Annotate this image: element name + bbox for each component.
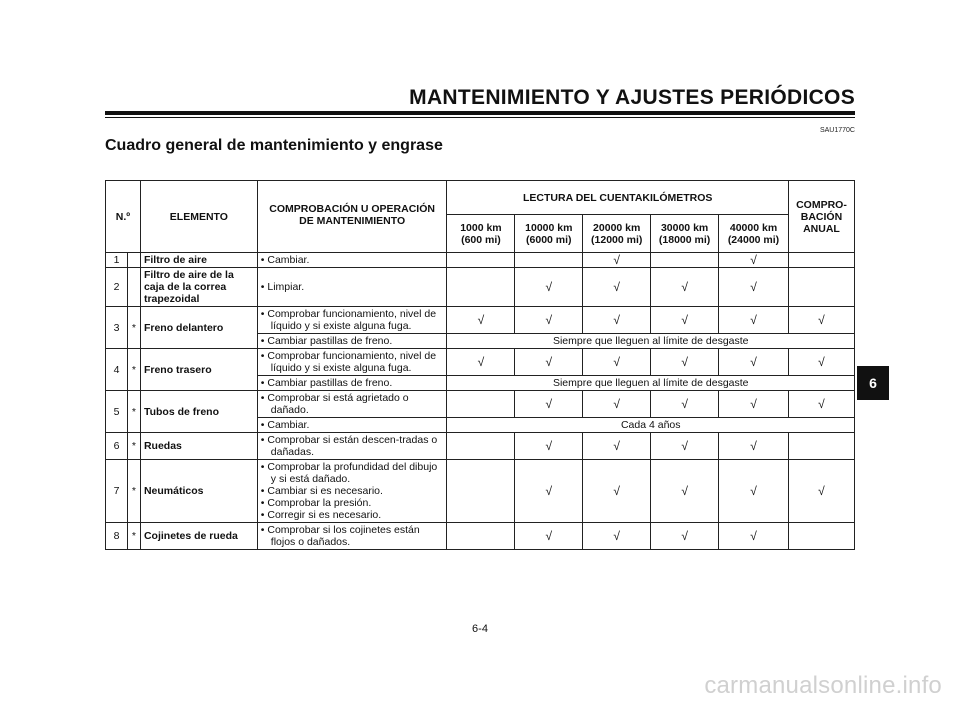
item-star: * xyxy=(127,523,140,550)
operation-line: • Comprobar si los cojinetes están flojos o dañados. xyxy=(260,524,420,548)
item-star: * xyxy=(127,391,140,433)
operation-line: • Cambiar. xyxy=(260,254,310,266)
item-operation xyxy=(257,376,447,391)
check-mark: √ xyxy=(545,397,553,411)
item-operation xyxy=(257,268,447,307)
section-code: SAU1770C xyxy=(819,127,855,134)
interval-km: 30000 km xyxy=(660,221,709,234)
interval-km: 10000 km xyxy=(525,221,573,234)
interval-km: 40000 km xyxy=(729,221,778,234)
item-element: Cojinetes de rueda xyxy=(140,523,257,550)
item-number: 4 xyxy=(106,349,128,391)
check-mark: √ xyxy=(818,313,825,327)
check-mark: √ xyxy=(613,313,620,327)
check-cell xyxy=(515,253,583,268)
item-operation xyxy=(257,523,447,550)
interval-mi: (600 mi) xyxy=(461,233,501,246)
operation-line: • Comprobar la profundidad del dibujo y si está dañado. xyxy=(260,461,438,485)
header-annual: COMPRO-BACIÓN ANUAL xyxy=(788,181,854,253)
item-operation xyxy=(257,433,447,460)
item-element: Freno trasero xyxy=(140,349,257,391)
check-cell xyxy=(515,349,583,376)
check-mark: √ xyxy=(613,439,620,453)
check-cell xyxy=(583,433,651,460)
operation-line: • Cambiar si es necesario. xyxy=(260,485,383,497)
check-mark: √ xyxy=(750,253,757,267)
watermark: carmanualsonline.info xyxy=(704,672,942,699)
check-cell xyxy=(788,349,854,376)
check-mark: √ xyxy=(750,280,757,294)
check-cell xyxy=(719,307,789,334)
check-cell xyxy=(719,253,789,268)
check-mark: √ xyxy=(750,355,757,369)
section-subtitle: Cuadro general de mantenimiento y engrase xyxy=(105,137,443,154)
operation-line: • Comprobar funcionamiento, nivel de líquido y si existe alguna fuga. xyxy=(260,308,437,332)
check-cell xyxy=(447,268,515,307)
check-mark: √ xyxy=(545,313,553,327)
check-cell xyxy=(719,391,789,418)
header-interval xyxy=(447,215,515,253)
item-star: * xyxy=(127,433,140,460)
operation-line: • Cambiar pastillas de freno. xyxy=(260,377,393,389)
item-operation xyxy=(257,253,447,268)
check-mark: √ xyxy=(750,397,757,411)
interval-mi: (12000 mi) xyxy=(591,233,643,246)
check-cell xyxy=(447,349,515,376)
check-mark: √ xyxy=(818,355,825,369)
check-cell xyxy=(447,523,515,550)
check-cell xyxy=(447,433,515,460)
item-element: Filtro de aire xyxy=(140,253,257,268)
check-cell xyxy=(447,391,515,418)
item-number: 7 xyxy=(106,460,128,523)
check-mark: √ xyxy=(545,355,553,369)
check-cell xyxy=(788,460,854,523)
check-mark: √ xyxy=(681,313,688,327)
table-row xyxy=(106,253,855,268)
item-number: 6 xyxy=(106,433,128,460)
table-row xyxy=(106,460,855,523)
check-cell xyxy=(447,307,515,334)
interval-mi: (24000 mi) xyxy=(727,233,780,246)
item-star: * xyxy=(127,349,140,391)
check-cell xyxy=(788,253,854,268)
table-row xyxy=(106,349,855,376)
operation-line: • Comprobar si están descen-tradas o dañadas. xyxy=(260,434,438,458)
check-cell xyxy=(515,523,583,550)
check-cell xyxy=(583,253,651,268)
item-operation xyxy=(257,460,447,523)
table-row xyxy=(106,268,855,307)
check-mark: √ xyxy=(613,253,620,267)
interval-note: Siempre que lleguen al límite de desgaste xyxy=(447,334,855,349)
check-cell xyxy=(719,523,789,550)
check-cell xyxy=(515,391,583,418)
check-cell xyxy=(788,307,854,334)
check-cell xyxy=(788,391,854,418)
check-cell xyxy=(515,307,583,334)
header-odometer: LECTURA DEL CUENTAKILÓMETROS xyxy=(447,181,788,215)
header-operation: COMPROBACIÓN U OPERACIÓN DE MANTENIMIENTO xyxy=(257,181,447,253)
check-mark: √ xyxy=(681,355,688,369)
maintenance-table xyxy=(105,180,855,550)
header-element: ELEMENTO xyxy=(140,181,257,253)
check-mark: √ xyxy=(613,397,620,411)
interval-mi: (6000 mi) xyxy=(526,233,572,246)
check-mark: √ xyxy=(750,484,757,498)
check-cell xyxy=(651,268,719,307)
check-cell xyxy=(719,460,789,523)
check-cell xyxy=(651,253,719,268)
check-mark: √ xyxy=(545,439,553,453)
header-interval xyxy=(515,215,583,253)
header-interval xyxy=(719,215,789,253)
check-mark: √ xyxy=(750,313,757,327)
item-element: Neumáticos xyxy=(140,460,257,523)
chapter-tab: 6 xyxy=(857,366,889,400)
check-cell xyxy=(447,460,515,523)
item-operation xyxy=(257,391,447,418)
interval-mi: (18000 mi) xyxy=(658,233,711,246)
interval-km: 20000 km xyxy=(593,221,641,234)
header-rule-thin xyxy=(105,117,855,118)
table-row xyxy=(106,307,855,334)
check-mark: √ xyxy=(750,439,757,453)
item-operation xyxy=(257,307,447,334)
operation-line: • Limpiar. xyxy=(260,281,305,293)
check-cell xyxy=(583,349,651,376)
check-cell xyxy=(719,349,789,376)
check-cell xyxy=(515,268,583,307)
interval-note: Cada 4 años xyxy=(447,418,855,433)
table-row xyxy=(106,523,855,550)
check-cell xyxy=(788,523,854,550)
check-cell xyxy=(651,391,719,418)
check-mark: √ xyxy=(681,484,688,498)
operation-line: • Comprobar si está agrietado o dañado. xyxy=(260,392,409,416)
page-header-title: MANTENIMIENTO Y AJUSTES PERIÓDICOS xyxy=(409,86,855,109)
check-cell xyxy=(583,460,651,523)
item-star xyxy=(127,253,140,268)
check-mark: √ xyxy=(681,280,688,294)
item-operation xyxy=(257,418,447,433)
operation-line: • Comprobar funcionamiento, nivel de líquido y si existe alguna fuga. xyxy=(260,350,437,374)
check-cell xyxy=(447,253,515,268)
check-mark: √ xyxy=(477,355,485,369)
check-mark: √ xyxy=(545,280,553,294)
check-mark: √ xyxy=(545,529,553,543)
check-cell xyxy=(719,433,789,460)
item-star: * xyxy=(127,460,140,523)
check-cell xyxy=(583,268,651,307)
check-mark: √ xyxy=(613,280,620,294)
header-no: N.º xyxy=(106,181,141,253)
check-cell xyxy=(651,433,719,460)
check-mark: √ xyxy=(613,484,620,498)
operation-line: • Corregir si es necesario. xyxy=(260,509,382,521)
check-mark: √ xyxy=(613,529,620,543)
operation-line: • Cambiar. xyxy=(260,419,310,431)
header-interval xyxy=(583,215,651,253)
page-number: 6-4 xyxy=(472,623,488,635)
item-element: Ruedas xyxy=(140,433,257,460)
check-cell xyxy=(583,523,651,550)
header-interval xyxy=(651,215,719,253)
item-element: Filtro de aire de la caja de la correa trapezoidal xyxy=(140,268,257,307)
check-mark: √ xyxy=(545,484,553,498)
header-rule xyxy=(105,111,855,115)
check-cell xyxy=(651,349,719,376)
item-element: Tubos de freno xyxy=(140,391,257,433)
check-mark: √ xyxy=(681,397,688,411)
operation-line: • Cambiar pastillas de freno. xyxy=(260,335,393,347)
item-number: 8 xyxy=(106,523,128,550)
check-mark: √ xyxy=(477,313,485,327)
operation-line: • Comprobar la presión. xyxy=(260,497,372,509)
interval-note: Siempre que lleguen al límite de desgaste xyxy=(447,376,855,391)
item-number: 2 xyxy=(106,268,128,307)
item-number: 1 xyxy=(106,253,128,268)
check-cell xyxy=(651,307,719,334)
check-mark: √ xyxy=(681,529,688,543)
check-mark: √ xyxy=(818,397,825,411)
check-mark: √ xyxy=(750,529,757,543)
item-operation xyxy=(257,334,447,349)
check-cell xyxy=(515,433,583,460)
check-mark: √ xyxy=(613,355,620,369)
item-number: 3 xyxy=(106,307,128,349)
item-number: 5 xyxy=(106,391,128,433)
check-cell xyxy=(651,523,719,550)
item-element: Freno delantero xyxy=(140,307,257,349)
item-star: * xyxy=(127,307,140,349)
item-star xyxy=(127,268,140,307)
check-cell xyxy=(788,433,854,460)
check-mark: √ xyxy=(681,439,688,453)
check-cell xyxy=(788,268,854,307)
check-cell xyxy=(583,391,651,418)
table-row xyxy=(106,391,855,418)
interval-km: 1000 km xyxy=(460,221,502,234)
check-cell xyxy=(719,268,789,307)
table-row xyxy=(106,433,855,460)
check-cell xyxy=(583,307,651,334)
check-cell xyxy=(515,460,583,523)
check-cell xyxy=(651,460,719,523)
item-operation xyxy=(257,349,447,376)
check-mark: √ xyxy=(818,484,825,498)
